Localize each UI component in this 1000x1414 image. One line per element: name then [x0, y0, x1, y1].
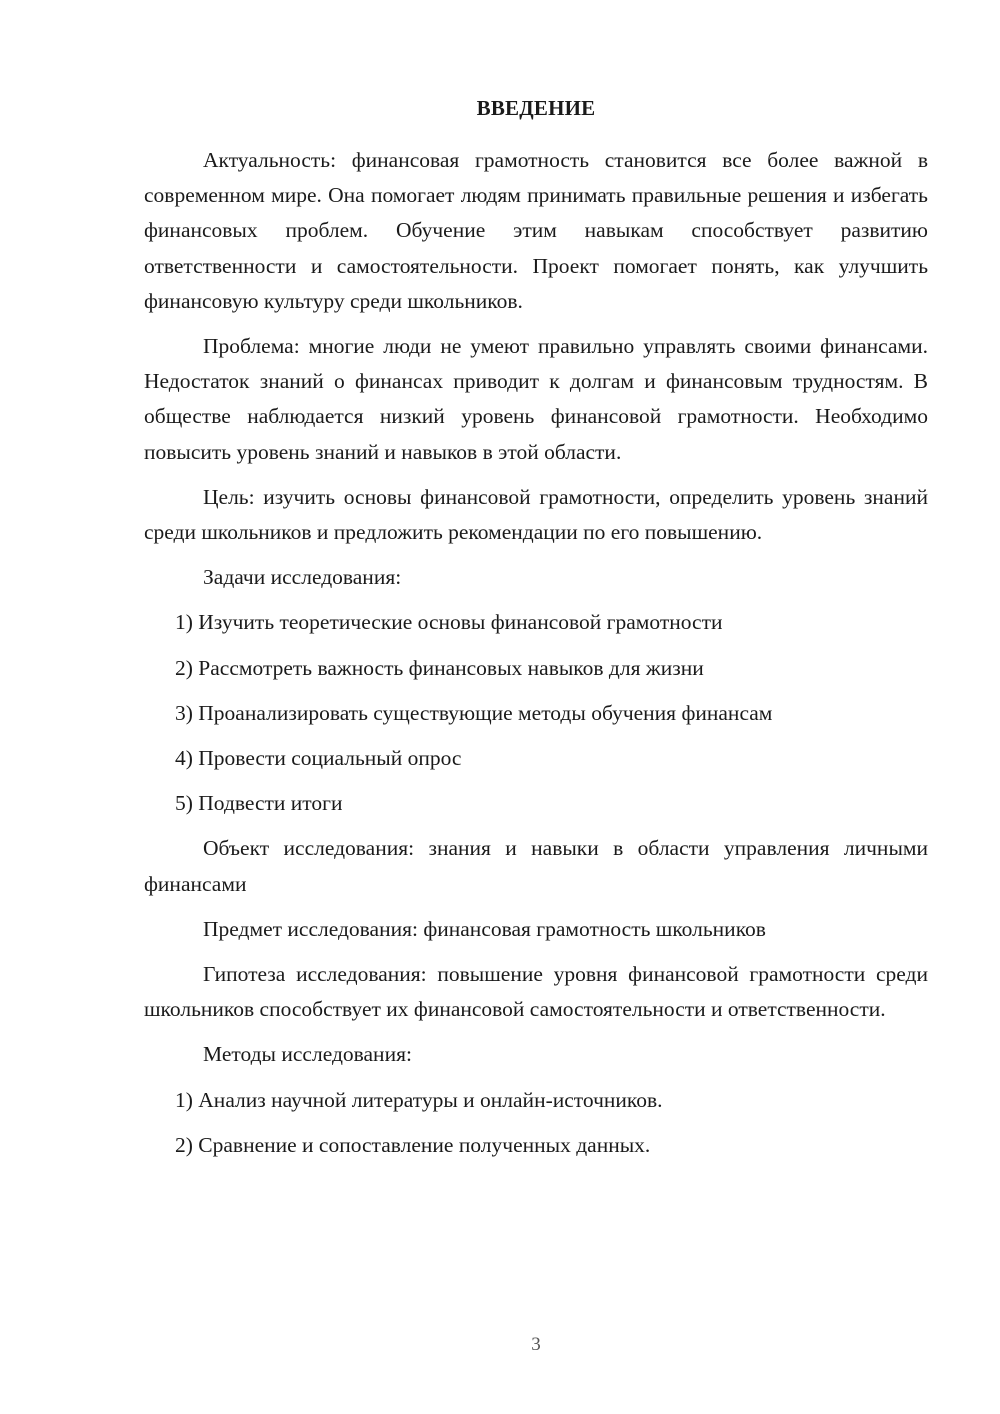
goal-paragraph: Цель: изучить основы финансовой грамотности, определить уровень знаний среди школьников и предложить рекомендации по его повышению. — [144, 484, 928, 545]
page-number: 3 — [531, 1334, 541, 1355]
object-paragraph: Объект исследования: знания и навыки в области управления личными финансами — [144, 836, 928, 896]
document-body — [144, 143, 928, 1173]
relevance-paragraph: Актуальность: финансовая грамотность становится все более важной в современном мире. Она помогает людям принимать правильные решения и избегать финансовых проблем. Обучение этим навыкам способствует развитию ответственности и самостоятельности. Проект помогает понять, как улучшить финансовую культуру среди школьников. — [144, 148, 928, 313]
section-heading: ВВЕДЕНИЕ — [476, 96, 596, 120]
task-list-item: 5) Подвести итоги — [175, 791, 343, 816]
task-list-item: 2) Рассмотреть важность финансовых навыков для жизни — [175, 655, 704, 680]
methods-heading: Методы исследования: — [203, 1042, 412, 1067]
hypothesis-paragraph: Гипотеза исследования: повышение уровня финансовой грамотности среди школьников способствует их финансовой самостоятельности и ответственности. — [144, 962, 928, 1022]
problem-paragraph: Проблема: многие люди не умеют правильно управлять своими финансами. Недостаток знаний о финансах приводит к долгам и финансовым трудностям. В обществе наблюдается низкий уровень финансовой грамотности. Необходимо повысить уровень знаний и навыков в этой области. — [144, 334, 928, 464]
tasks-heading: Задачи исследования: — [203, 565, 402, 590]
method-list-item: 2) Сравнение и сопоставление полученных данных. — [175, 1132, 651, 1157]
task-list-item: 3) Проанализировать существующие методы обучения финансам — [175, 700, 773, 725]
task-list-item: 4) Провести социальный опрос — [175, 746, 462, 771]
subject-paragraph: Предмет исследования: финансовая грамотность школьников — [203, 916, 766, 941]
method-list-item: 1) Анализ научной литературы и онлайн-источников. — [175, 1087, 663, 1112]
task-list-item: 1) Изучить теоретические основы финансовой грамотности — [175, 610, 723, 635]
